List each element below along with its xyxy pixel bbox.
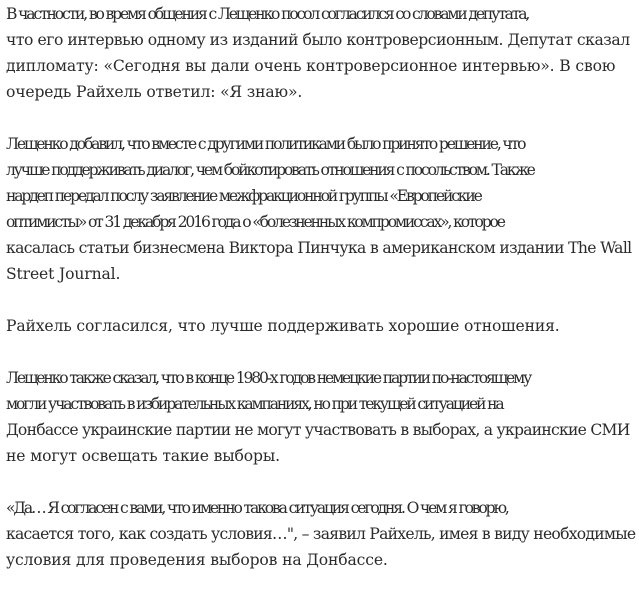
text-line: Райхель согласился, что лучше поддерживать хорошие отношения. <box>6 317 560 335</box>
paragraph-elections-donbas <box>6 365 630 469</box>
text-line: оптимисты» от 31 декабря 2016 года о «болезненных компромиссах», которое <box>6 213 504 231</box>
text-line: что его интервью одному из изданий было контроверсионным. Депутат сказал <box>6 31 630 49</box>
paragraph-ambassador-agreed <box>6 1 630 105</box>
text-line: дипломату: «Сегодня вы дали очень контроверсионное интервью». В свою <box>6 57 616 75</box>
text-line: Лещенко также сказал, что в конце 1980-х годов немецкие партии по-настоящему <box>6 369 531 387</box>
text-line: касалась статьи бизнесмена Виктора Пинчука в американском издании The Wall <box>6 239 632 257</box>
text-line: Street Journal. <box>6 265 121 283</box>
paragraph-quote-reichel <box>6 495 635 573</box>
text-line: лучше поддерживать диалог, чем бойкотировать отношения с посольством. Также <box>6 161 534 179</box>
text-line: могли участвовать в избирательных кампаниях, но при текущей ситуацией на <box>6 395 503 413</box>
text-line: условия для проведения выборов на Донбассе. <box>6 551 388 569</box>
text-line: нардеп передал послу заявление межфракционной группы «Европейские <box>6 187 481 205</box>
paragraph-dialog-decision <box>6 131 632 287</box>
text-line: Лещенко добавил, что вместе с другими политиками было принято решение, что <box>6 135 525 153</box>
text-line: очередь Райхель ответил: «Я знаю». <box>6 83 303 101</box>
text-line: «Да… Я согласен с вами, что именно такова ситуация сегодня. О чем я говорю, <box>6 499 508 517</box>
text-line: касается того, как создать условия…", – заявил Райхель, имея в виду необходимые <box>6 525 636 543</box>
paragraph-good-relations <box>6 313 560 339</box>
text-line: В частности, во время общения с Лещенко посол согласился со словами депутата, <box>6 5 529 23</box>
text-line: Донбассе украинские партии не могут участвовать в выборах, а украинские СМИ <box>6 421 630 439</box>
text-line: не могут освещать такие выборы. <box>6 447 280 465</box>
